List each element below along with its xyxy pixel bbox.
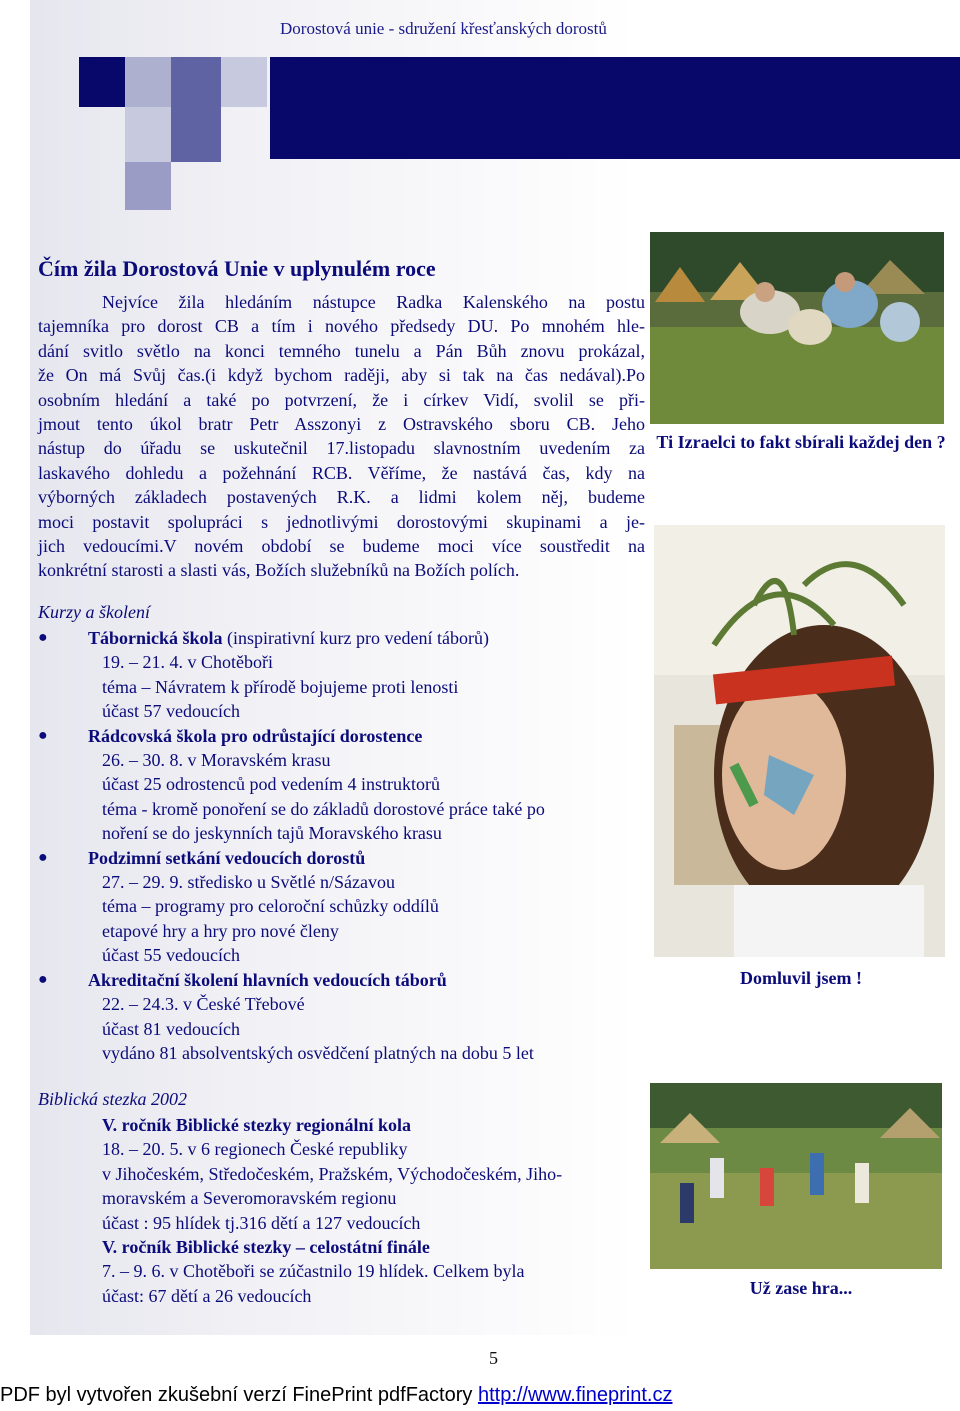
biblical-title: Biblická stezka 2002 (38, 1089, 187, 1109)
course-detail: etapové hry a hry pro nové členy (102, 920, 339, 941)
biblical-detail: moravském a Severomoravském regionu (102, 1188, 397, 1209)
course-detail: vydáno 81 absolventských osvědčení platných na dobu 5 let (102, 1042, 534, 1063)
bullet-icon: ● (38, 970, 48, 988)
article-line: konkrétní starosti a slasti vás, Božích služebníků na Božích polích. (38, 560, 520, 581)
bullet-icon: ● (38, 726, 48, 744)
photo-caption: Ti Izraelci to fakt sbírali každej den ? (656, 432, 946, 452)
biblical-list (38, 1113, 648, 1308)
decor-square (171, 57, 221, 107)
footer-link[interactable]: http://www.fineprint.cz (477, 1384, 673, 1406)
article-line: osobním hledání a také po potvrzení, že i církev Vidí, svolil se při- (38, 389, 645, 410)
bullet-icon: ● (38, 629, 48, 646)
bullet-icon: ● (38, 848, 48, 866)
course-detail: účast 57 vedoucích (102, 701, 240, 722)
course-detail: téma – programy pro celoroční schůzky oddílů (102, 896, 439, 917)
camp-photo-image (650, 232, 944, 424)
course-detail: téma - kromě ponoření se do základů dorostové práce také po (102, 798, 545, 819)
decor-square (125, 162, 171, 210)
course-name: Podzimní setkání vedoucích dorostů (88, 847, 366, 868)
header-title: Dorostová unie - sdružení křesťanských dorostů (280, 19, 607, 38)
course-detail: 26. – 30. 8. v Moravském krasu (102, 750, 331, 771)
course-name: Akreditační školení hlavních vedoucích táborů (88, 969, 447, 990)
portrait-photo (654, 525, 945, 957)
game-photo (650, 1083, 942, 1269)
course-name: Rádcovská škola pro odrůstající dorostence (88, 725, 423, 746)
page-number: 5 (489, 1348, 498, 1368)
biblical-detail: účast : 95 hlídek tj.316 dětí a 127 vedoucích (102, 1212, 421, 1233)
biblical-heading: V. ročník Biblické stezky regionální kola (102, 1115, 412, 1135)
list-item (38, 724, 648, 748)
game-photo-image (650, 1083, 942, 1269)
article-line: Nejvíce žila hledáním nástupce Radka Kalenského na postu (102, 292, 645, 312)
list-item (38, 626, 648, 650)
list-item (38, 968, 648, 992)
decor-square (125, 57, 171, 107)
decor-square (171, 107, 221, 162)
decor-square (79, 57, 125, 107)
course-note: (inspirativní kurz pro vedení táborů) (222, 628, 489, 648)
article-line: výborných základech postavených R.K. a lidmi kolem něj, budeme (38, 487, 645, 508)
biblical-detail: 7. – 9. 6. v Chotěboři se zúčastnilo 19 hlídek. Celkem byla (102, 1261, 525, 1282)
article-line: moci postavit spolupráci s jednotlivými dorostovými skupinami a je- (38, 511, 645, 532)
article-line: dání svitlo světlo na konci temného tunelu a Pán Bůh znovu prokázal, (38, 340, 645, 361)
photo-caption: Už zase hra... (749, 1278, 853, 1298)
article-line: tajemníka pro dorost CB a tím i nového předsedy DU. Po mnohém hle- (38, 316, 645, 337)
biblical-detail: účast: 67 dětí a 26 vedoucích (102, 1285, 312, 1306)
article-body (38, 290, 645, 583)
photo-caption: Domluvil jsem ! (740, 968, 862, 988)
biblical-heading: V. ročník Biblické stezky – celostátní finále (102, 1237, 430, 1258)
biblical-detail: v Jihočeském, Středočeském, Pražském, Východočeském, Jiho- (102, 1163, 563, 1184)
course-detail: účast 25 odrostenců pod vedením 4 instruktorů (102, 774, 440, 795)
course-detail: 22. – 24.3. v České Třebové (102, 994, 305, 1015)
footer-text: PDF byl vytvořen zkušební verzí FinePrint pdfFactory (0, 1384, 478, 1406)
course-detail: noření se do jeskynních tajů Moravského krasu (102, 823, 442, 844)
portrait-photo-image (654, 525, 945, 957)
list-item (38, 846, 648, 870)
article-title: Čím žila Dorostová Unie v uplynulém roce (38, 256, 436, 281)
course-detail: 27. – 29. 9. středisko u Světlé n/Sázavou (102, 872, 395, 893)
decor-square (221, 57, 267, 107)
article-line: jmout tento úkol bratr Petr Asszonyi z Ostravského sboru CB. Jeho (38, 414, 645, 435)
biblical-detail: 18. – 20. 5. v 6 regionech České republiky (102, 1139, 408, 1160)
course-detail: 19. – 21. 4. v Chotěboři (102, 652, 273, 673)
article-line: jich vedoucími.V novém období se budeme moci více soustředit na (38, 536, 645, 557)
courses-list (38, 626, 648, 1065)
course-detail: účast 81 vedoucích (102, 1018, 240, 1039)
article-line: laskavého dohledu a požehnání RCB. Věříme, že nastává čas, kdy na (38, 462, 645, 483)
article-line: že On má Svůj čas.(i když bychom raději, aby si tak na čas nedával).Po (38, 365, 645, 386)
camp-photo (650, 232, 944, 424)
course-name: Tábornická škola (88, 628, 223, 648)
header-banner (270, 57, 960, 159)
article-line: nástup do úřadu se uskutečnil 17.listopadu slavnostním uvedením za (38, 438, 645, 459)
course-detail: účast 55 vedoucích (102, 945, 240, 966)
course-detail: téma – Návratem k přírodě bojujeme proti lenosti (102, 676, 459, 697)
decor-square (125, 107, 171, 162)
footer (0, 1384, 672, 1407)
courses-title: Kurzy a školení (38, 602, 150, 622)
